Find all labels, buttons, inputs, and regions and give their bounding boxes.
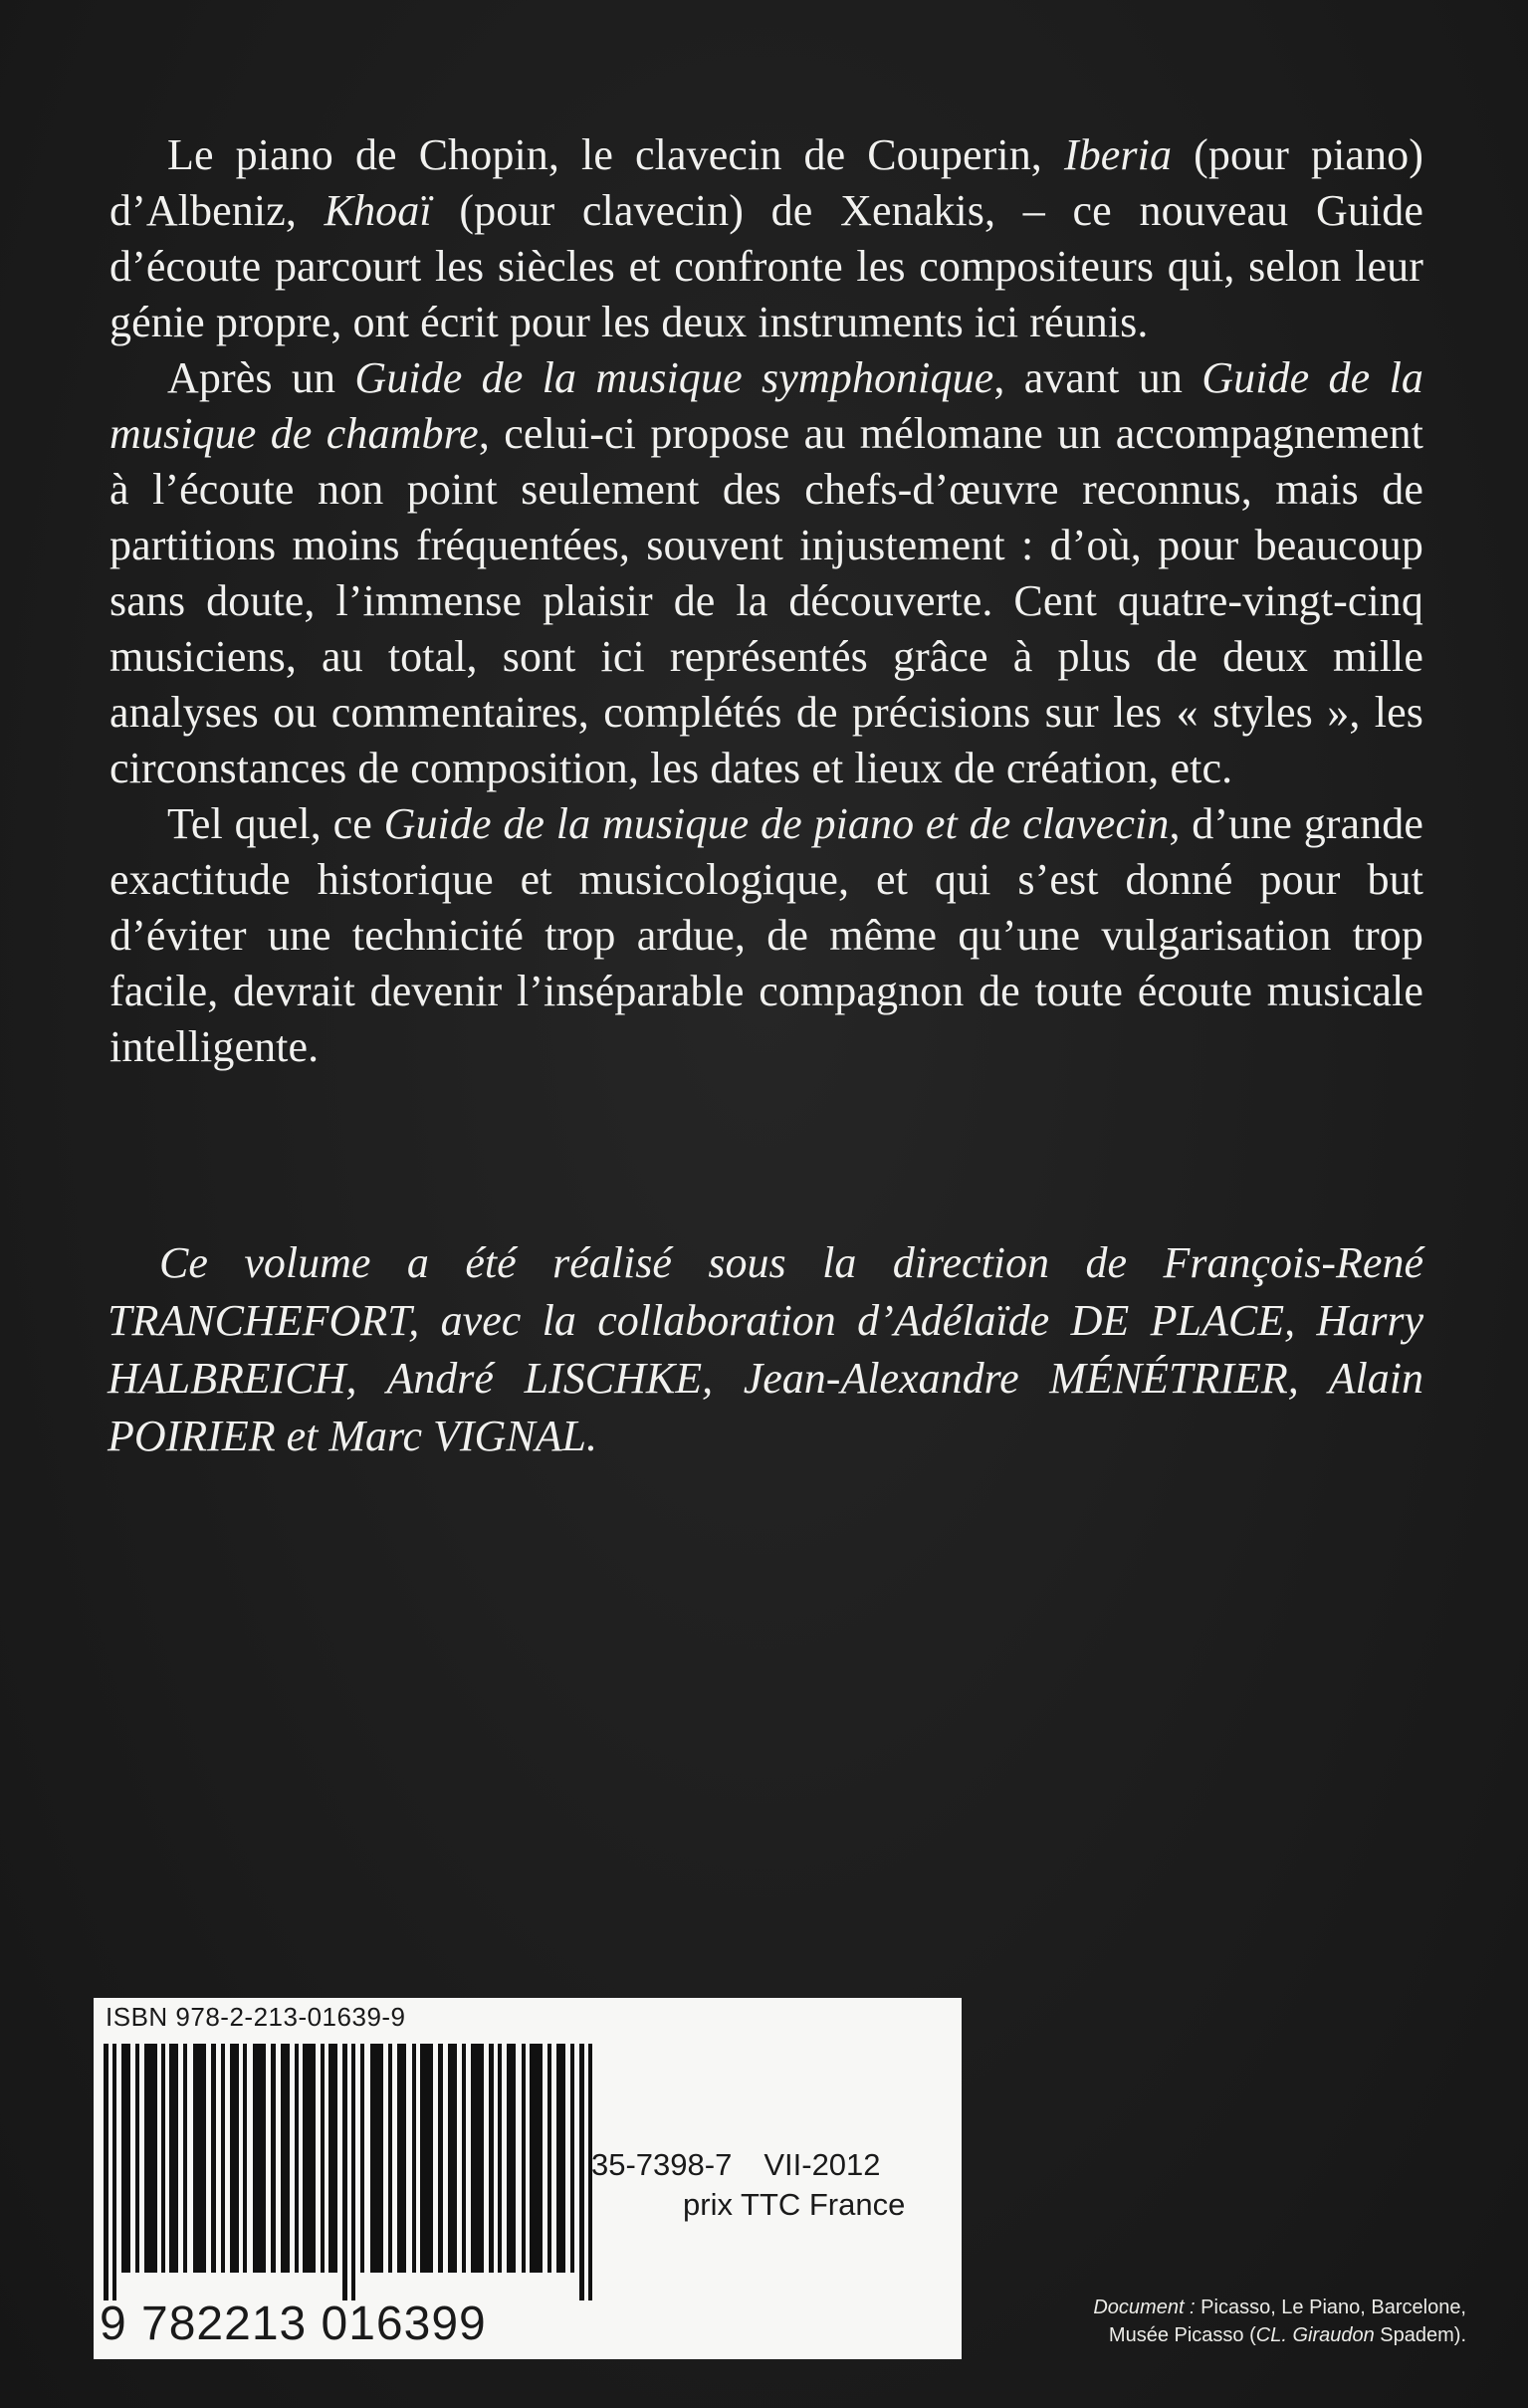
text-span: Spadem).	[1374, 2324, 1466, 2346]
book-title-chambre: Guide de la musique de chambre	[109, 353, 1423, 458]
work-title-iberia: Iberia	[1063, 130, 1173, 179]
blurb-paragraph-3	[109, 796, 1423, 1075]
blurb-text	[109, 127, 1423, 1075]
print-date: VII-2012	[764, 2147, 881, 2182]
photo-credit	[969, 2294, 1466, 2349]
text-span: (pour clavecin) de Xenakis, – ce nouveau Guide d’écoute parcourt les siècles et confronte les compositeurs qui, selon leur génie propre, ont écrit pour les deux instruments ici réunis.	[109, 186, 1423, 346]
text-span: , d’une grande exactitude historique et musicologique, et qui s’est donné pour but d’éviter une technicité trop ardue, de même qu’une vulgarisation trop facile, devrait devenir l’inséparable compagnon de toute écoute musicale intelligente.	[109, 799, 1424, 1071]
barcode-panel	[94, 1998, 962, 2359]
photo-credit-label: Document :	[1093, 2297, 1196, 2318]
book-title-symphonique: Guide de la musique symphonique	[354, 353, 994, 402]
text-span: CL. Giraudon	[1255, 2324, 1375, 2346]
text-span: Picasso, Le Piano, Barcelone,	[1195, 2297, 1466, 2318]
blurb-paragraph-2	[109, 350, 1423, 796]
photo-credit-line-1	[969, 2294, 1466, 2321]
reference-code	[591, 2145, 946, 2185]
isbn-label: ISBN 978-2-213-01639-9	[106, 2002, 406, 2032]
photo-credit-line-2	[969, 2321, 1466, 2349]
work-title-khoai: Khoaï	[324, 186, 432, 235]
text-span: Tel quel, ce	[167, 799, 384, 848]
text-span: , celui-ci propose au mélomane un accompagnement à l’écoute non point seulement des chefs-d’œuvre reconnus, mais de partitions moins fréquentées, souvent injustement : d’où, pour beaucoup sans doute, l’immense plaisir de la découverte. Cent quatre-vingt-cinq musiciens, au total, sont ici représentés grâce à plus de deux mille analyses ou commentaires, complétés de précisions sur les « styles », les circonstances de composition, les dates et lieux de création, etc.	[109, 409, 1423, 792]
catalog-number: 35-7398-7	[591, 2147, 733, 2182]
text-span: (pour piano) d’Albeniz,	[109, 130, 1423, 235]
barcode-icon	[104, 2044, 621, 2300]
price-label: prix TTC France	[673, 2185, 905, 2225]
text-span: Après un	[167, 353, 355, 402]
text-span: Musée Picasso (	[1108, 2324, 1256, 2346]
ean-digits: 9 782213 016399	[100, 2298, 487, 2350]
text-span: , avant un	[993, 353, 1202, 402]
blurb-paragraph-1	[109, 127, 1423, 350]
text-span: Le piano de Chopin, le clavecin de Couperin,	[167, 130, 1064, 179]
editorial-credits: Ce volume a été réalisé sous la direction de François-René TRANCHEFORT, avec la collaboration d’Adélaïde DE PLACE, Harry HALBREICH, André LISCHKE, Jean-Alexandre MÉNÉTRIER, Alain POIRIER et Marc VIGNAL.	[108, 1238, 1423, 1460]
book-title-piano: Guide de la musique de piano et de clavecin	[383, 799, 1170, 848]
